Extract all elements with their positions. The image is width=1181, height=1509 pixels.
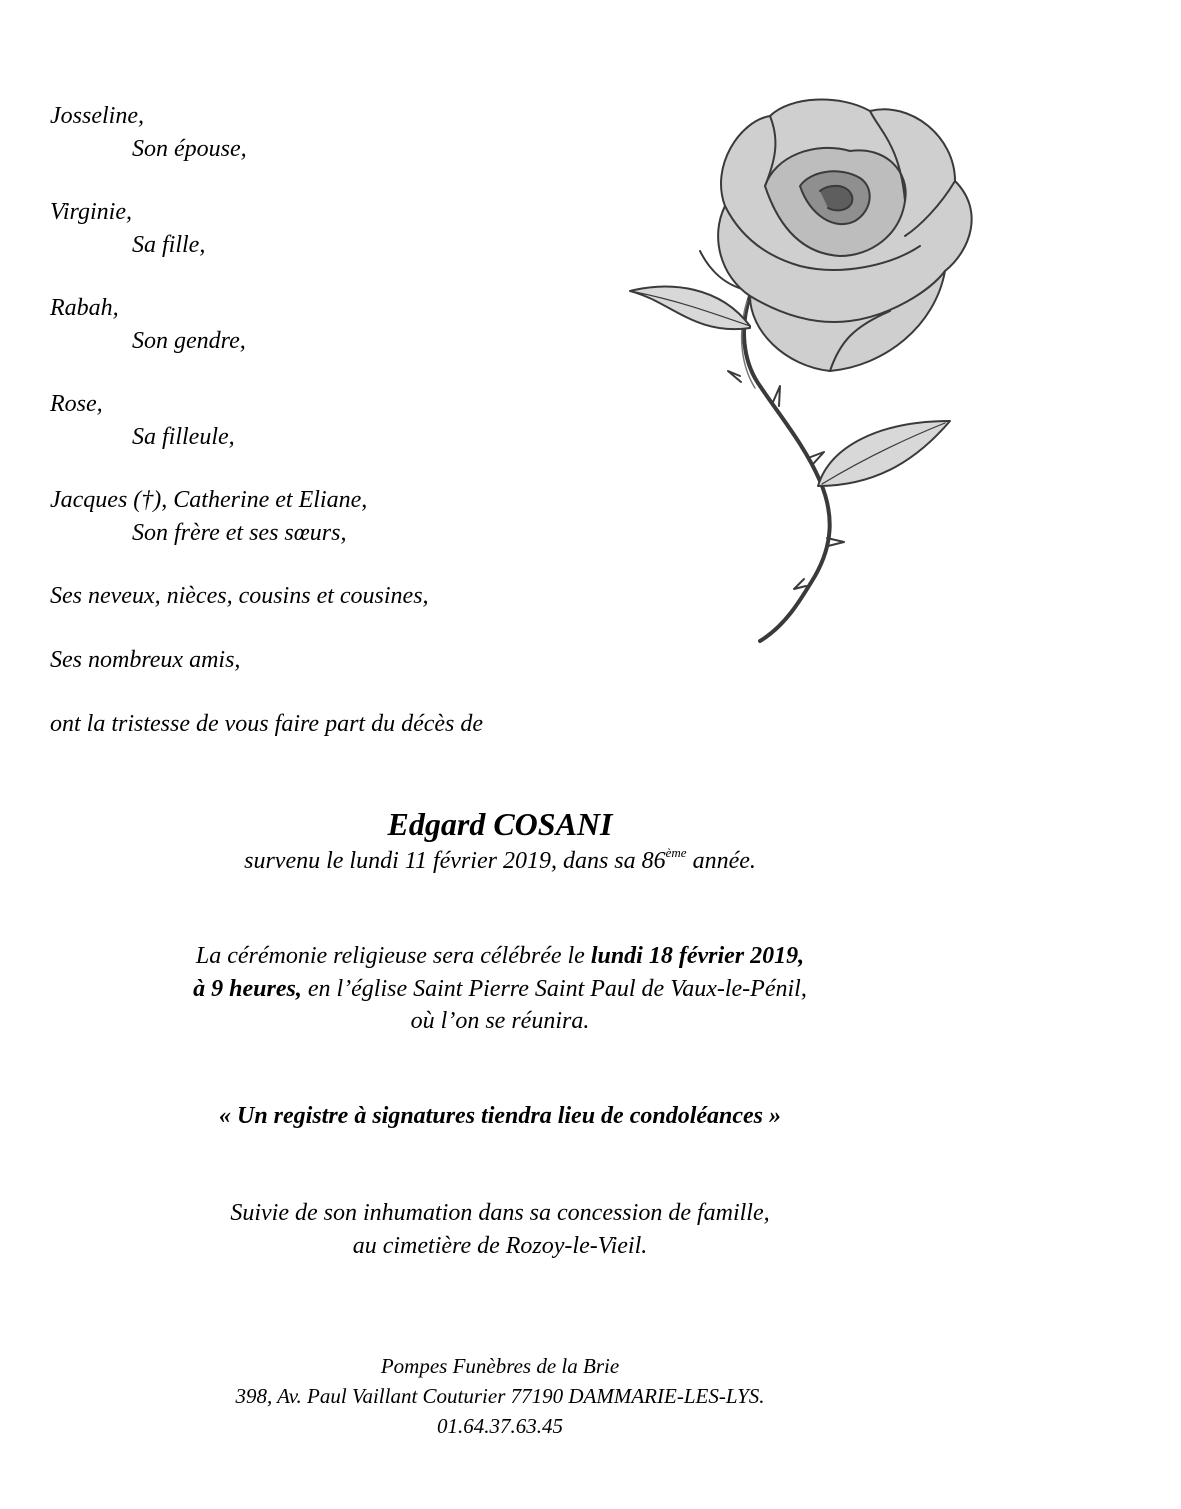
family-member-name: Josseline, [50,103,144,129]
family-member-relation: Sa filleule, [132,424,235,450]
funeral-home-phone: 01.64.37.63.45 [437,1414,563,1438]
family-member-name: Rose, [50,391,103,417]
extended-family: Ses neveux, nièces, cousins et cousines, [50,583,429,609]
funeral-home-name: Pompes Funèbres de la Brie [380,1354,620,1378]
rose-illustration [600,86,1020,661]
announcement: ont la tristesse de vous faire part du décès de [50,711,484,737]
ceremony-line-1: La cérémonie religieuse sera célébrée le lundi 18 février 2019, [195,943,805,969]
family-member-relation: Son frère et ses sœurs, [132,520,347,546]
registry-note: « Un registre à signatures tiendra lieu de condoléances » [218,1103,782,1129]
burial-line-1: Suivie de son inhumation dans sa concession de famille, [230,1200,770,1226]
friends: Ses nombreux amis, [50,647,241,673]
death-details: survenu le lundi 11 février 2019, dans sa 86ème année. [244,845,756,874]
family-member-relation: Son gendre, [132,328,246,354]
family-member-name: Jacques (†), Catherine et Eliane, [50,487,368,513]
family-member-name: Rabah, [50,295,119,321]
family-member-relation: Son épouse, [132,136,247,162]
ceremony-line-2: à 9 heures, en l’église Saint Pierre Saint Paul de Vaux-le-Pénil, [193,976,807,1002]
ceremony-line-3: où l’on se réunira. [410,1008,590,1034]
family-member-relation: Sa fille, [132,232,206,258]
family-member-name: Virginie, [50,199,132,225]
deceased-name: Edgard COSANI [387,806,613,842]
burial-line-2: au cimetière de Rozoy-le-Vieil. [352,1233,648,1259]
funeral-home-address: 398, Av. Paul Vaillant Couturier 77190 DAMMARIE-LES-LYS. [235,1384,765,1408]
